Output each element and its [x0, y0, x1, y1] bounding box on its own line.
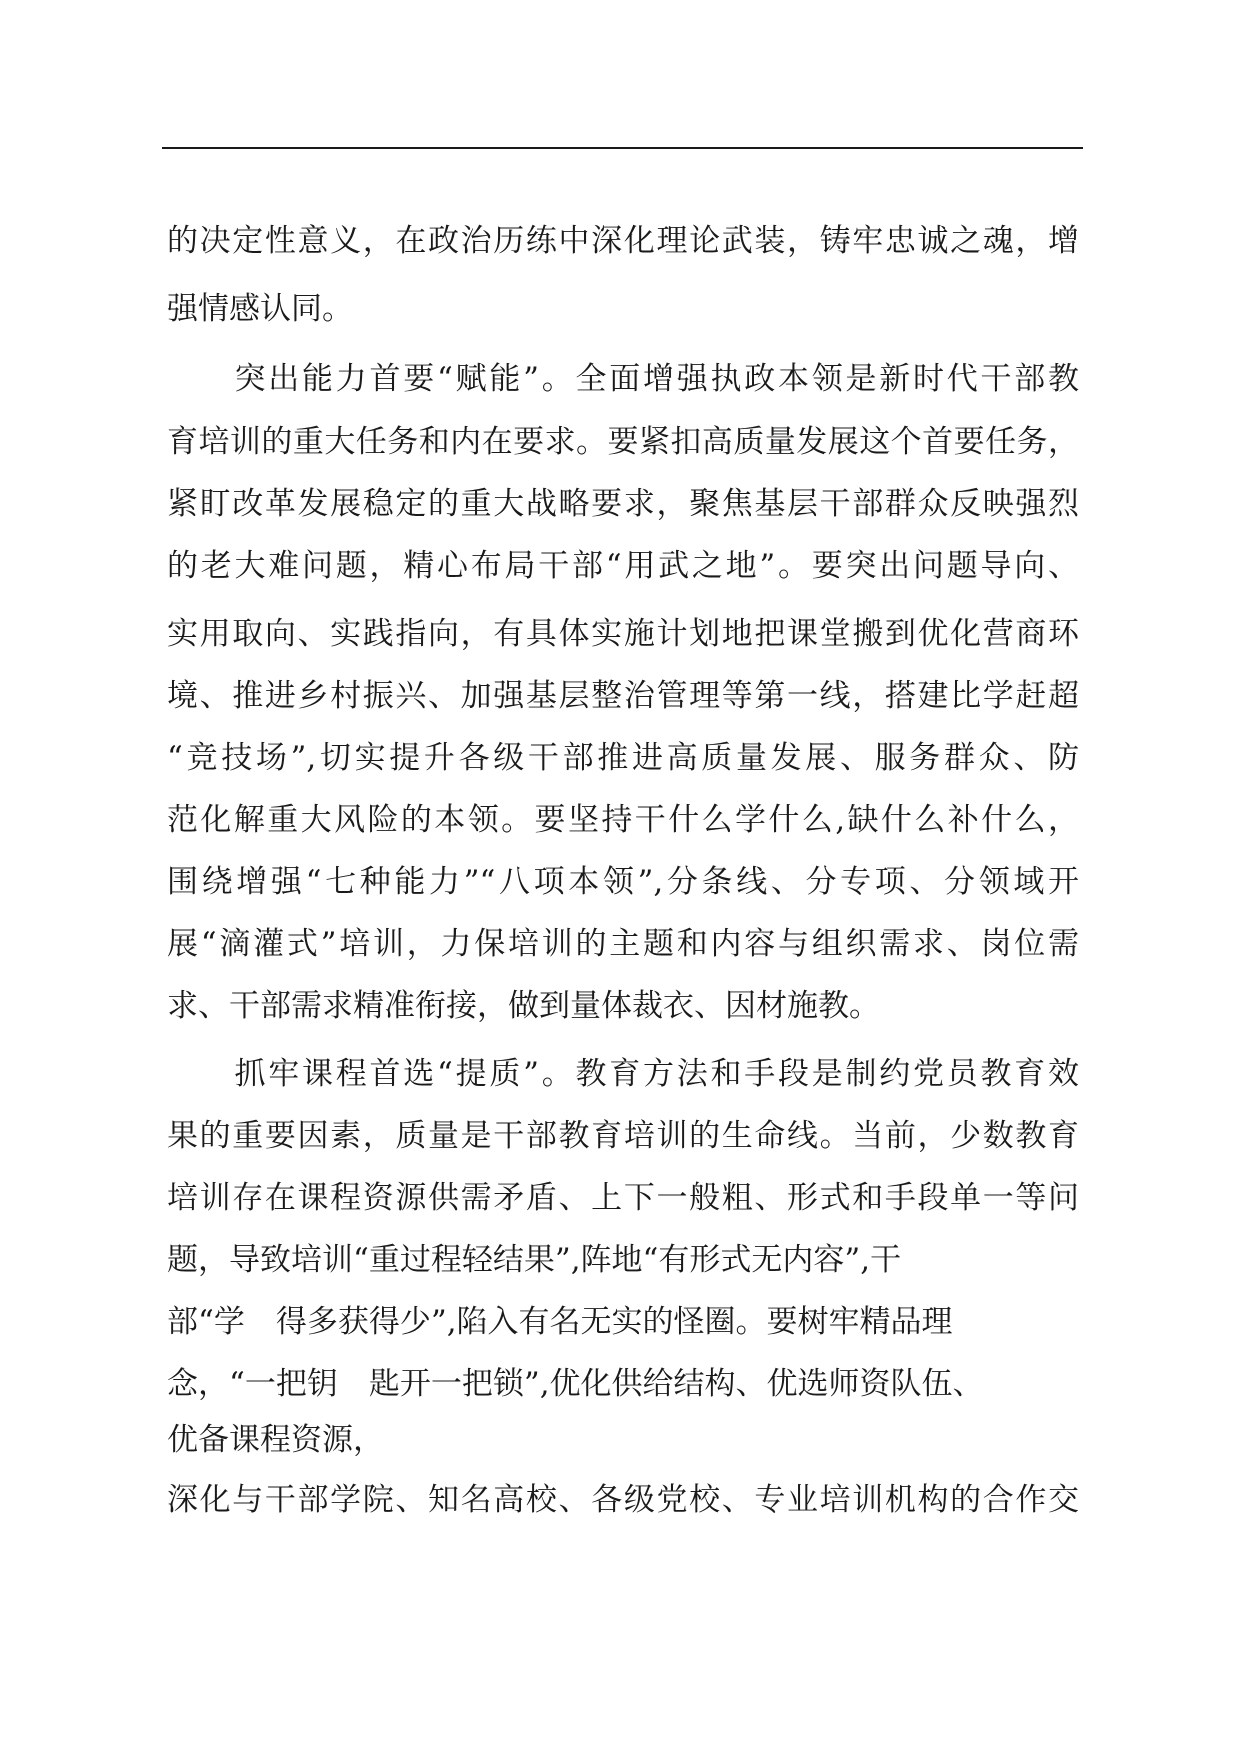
text-line: 育培训的重大任务和内在要求。要紧扣高质量发展这个首要任务，: [167, 424, 1079, 460]
text-line: 培训存在课程资源供需矛盾、上下一般粗、形式和手段单一等问: [167, 1180, 1079, 1216]
text-line: 求、干部需求精准衔接，做到量体裁衣、因材施教。: [167, 988, 880, 1024]
text-line: 深化与干部学院、知名高校、各级党校、专业培训机构的合作交: [167, 1482, 1079, 1518]
text-line: 题，导致培训“重过程轻结果”,阵地“有形式无内容”,干: [167, 1242, 902, 1278]
text-line: 强情感认同。: [167, 291, 353, 327]
text-line: 果的重要因素，质量是干部教育培训的生命线。当前，少数教育: [167, 1118, 1079, 1154]
text-line: 突出能力首要“赋能”。全面增强执政本领是新时代干部教: [167, 361, 1079, 397]
text-line: 范化解重大风险的本领。要坚持干什么学什么,缺什么补什么，: [167, 802, 1079, 838]
text-line: 优备课程资源，: [167, 1422, 384, 1458]
text-line: 的决定性意义，在政治历练中深化理论武装，铸牢忠诚之魂，增: [167, 223, 1079, 259]
text-line: 围绕增强“七种能力”“八项本领”,分条线、分专项、分领域开: [167, 864, 1079, 900]
text-line: 境、推进乡村振兴、加强基层整治管理等第一线，搭建比学赶超: [167, 678, 1079, 714]
text-line: 部“学 得多获得少”,陷入有名无实的怪圈。要树牢精品理: [167, 1304, 953, 1340]
text-line: 实用取向、实践指向，有具体实施计划地把课堂搬到优化营商环: [167, 616, 1079, 652]
header-rule: [162, 147, 1083, 149]
text-line: 紧盯改革发展稳定的重大战略要求，聚焦基层干部群众反映强烈: [167, 486, 1079, 522]
text-line: “竞技场”,切实提升各级干部推进高质量发展、服务群众、防: [167, 740, 1079, 776]
text-line: 的老大难问题，精心布局干部“用武之地”。要突出问题导向、: [167, 548, 1079, 584]
text-line: 抓牢课程首选“提质”。教育方法和手段是制约党员教育效: [167, 1056, 1079, 1092]
text-line: 展“滴灌式”培训，力保培训的主题和内容与组织需求、岗位需: [167, 926, 1079, 962]
text-line: 念，“一把钥 匙开一把锁”,优化供给结构、优选师资队伍、: [167, 1366, 984, 1402]
